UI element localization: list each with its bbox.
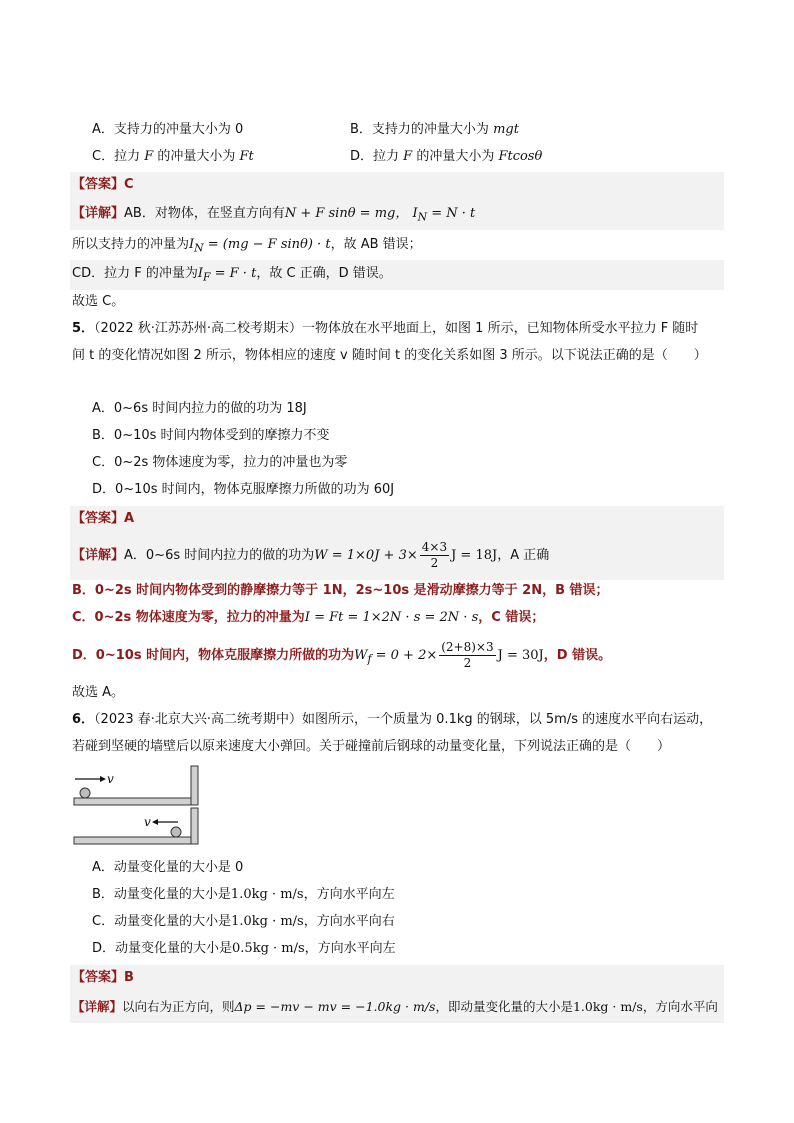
q5-option-d: D．0~10s 时间内，物体克服摩擦力所做的功为 60J: [92, 482, 395, 497]
wall-bottom: [191, 808, 198, 844]
q5-conclusion: 故选 A。: [72, 685, 125, 700]
q4-answer-band: [70, 172, 724, 200]
q5-stem-line1: 5．（2022 秋·江苏苏州·高二校考期末）一物体放在水平地面上，如图 1 所示，已知物体所受水平拉力 F 随时: [72, 321, 699, 336]
ball-top: [80, 788, 90, 798]
q4-conclusion: 故选 C。: [72, 294, 125, 309]
q6-option-c: C．动量变化量的大小是1.0kg · m/s，方向水平向右: [92, 914, 395, 929]
q5-detail-c: C．0~2s 物体速度为零，拉力的冲量为I = Ft = 1×2N · s = 2N · s，C 错误；: [72, 610, 545, 625]
floor-bottom: [74, 837, 192, 844]
q6-answer-band: [70, 965, 724, 993]
q4-detail-line1: 【详解】AB．对物体，在竖直方向有N + F sinθ = mg， $I_N = N \cdot t$: [72, 206, 476, 224]
q5-option-c: C．0~2s 物体速度为零，拉力的冲量也为零: [92, 455, 348, 470]
q6-figure: [70, 762, 210, 850]
q5-answer: 【答案】A: [72, 511, 135, 526]
floor-top: [74, 798, 192, 805]
fig-label-v2: v: [144, 815, 151, 829]
q5-option-b: B．0~10s 时间内物体受到的摩擦力不变: [92, 428, 330, 443]
q5-detail-d: D．0~10s 时间内，物体克服摩擦力所做的功为$W_f = 0 + 2\times$ $\frac{(2+8)\times 3}{2}$ J = 30J，D 错误。: [72, 640, 612, 670]
q4-option-c: C．拉力 F 的冲量大小为 Ft: [92, 149, 254, 164]
wall-top: [191, 766, 198, 805]
q6-stem-line2: 若碰到坚硬的墙壁后以原来速度大小弹回。关于碰撞前后钢球的动量变化量，下列说法正确的是（ ）: [72, 739, 671, 754]
q5-detail-a: 【详解】A．0~6s 时间内拉力的做的功为W = 1×0J + 3× $\frac{4\times 3}{2}$ J = 18J，A 正确: [72, 540, 550, 570]
q6-option-d: D．动量变化量的大小是0.5kg · m/s，方向水平向左: [92, 941, 396, 956]
q4-option-d: D．拉力 F 的冲量大小为 Ftcosθ: [350, 149, 543, 164]
q4-detail-line3: CD．拉力 F 的冲量为$I_F = F \cdot t$，故 C 正确，D 错误。: [72, 266, 392, 284]
q4-option-a: A．支持力的冲量大小为 0: [92, 122, 244, 137]
fig-label-v1: v: [107, 772, 114, 786]
q5-stem-line2: 间 t 的变化情况如图 2 所示，物体相应的速度 v 随时间 t 的变化关系如图 3 所示。以下说法正确的是（ ）: [72, 348, 707, 363]
arrow-left-head-icon: [152, 819, 158, 825]
q6-option-b: B．动量变化量的大小是1.0kg · m/s，方向水平向左: [92, 887, 395, 902]
q4-option-b: B．支持力的冲量大小为 mgt: [350, 122, 519, 137]
ball-bottom: [171, 827, 181, 837]
q5-detail-b: B．0~2s 时间内物体受到的静摩擦力等于 1N，2s~10s 是滑动摩擦力等于 2N，B 错误；: [72, 583, 609, 598]
q6-detail: 【详解】以向右为正方向，则Δp = −mv − mv = −1.0kg · m/s，即动量变化量的大小是1.0kg · m/s，方向水平向: [72, 999, 718, 1014]
q6-answer: 【答案】B: [72, 970, 134, 985]
q6-stem-line1: 6．（2023 春·北京大兴·高二统考期中）如图所示，一个质量为 0.1kg 的钢球，以 5m/s 的速度水平向右运动，: [72, 712, 713, 727]
q5-option-a: A．0~6s 时间内拉力的做的功为 18J: [92, 401, 307, 416]
q4-answer: 【答案】C: [72, 177, 134, 192]
q5-answer-band: [70, 506, 724, 534]
q6-option-a: A．动量变化量的大小是 0: [92, 860, 244, 875]
q4-detail-line2: 所以支持力的冲量为$I_N = (mg - F$ sinθ) · t，故 AB 错误；: [72, 237, 422, 255]
arrow-right-head-icon: [100, 776, 106, 782]
